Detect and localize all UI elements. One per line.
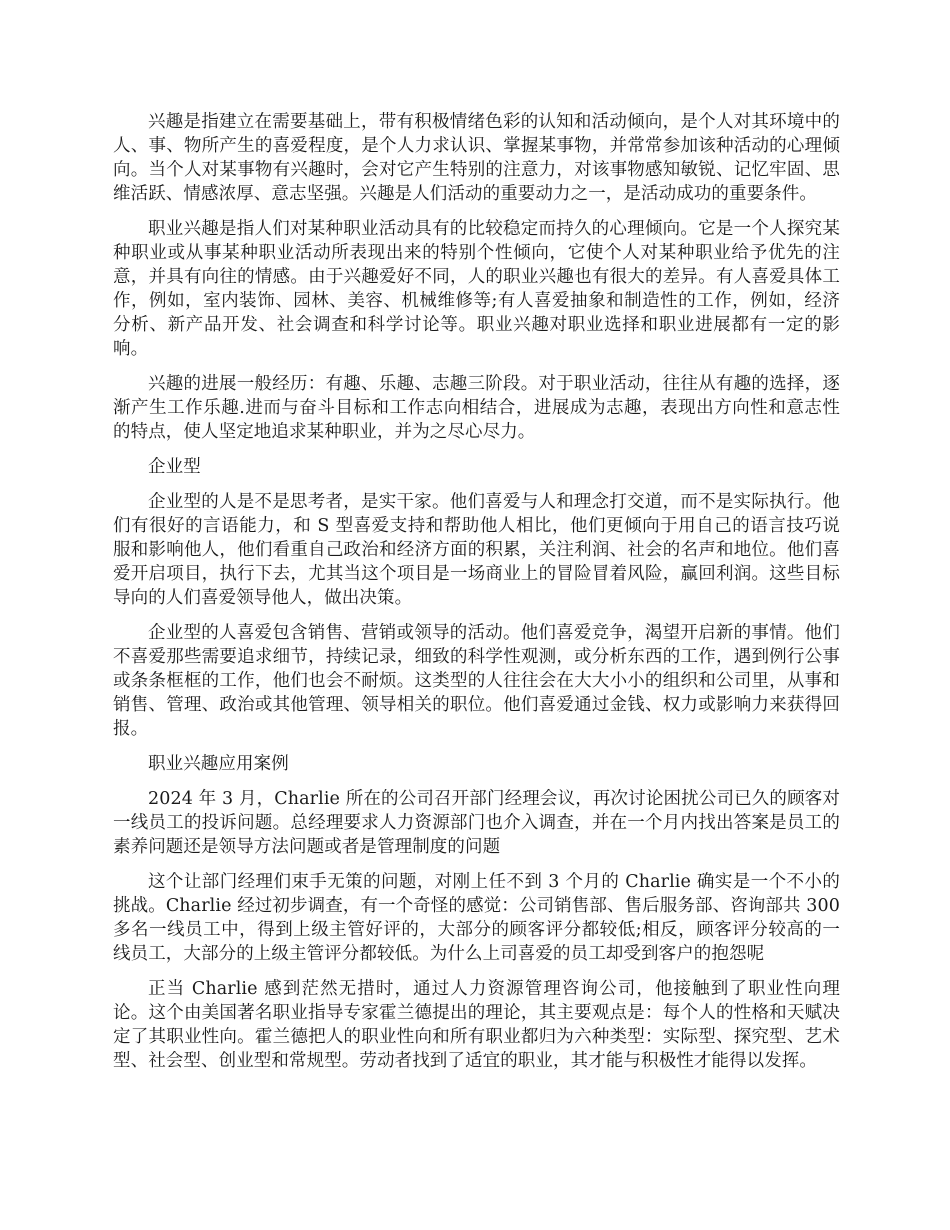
paragraph-enterprising-activities: 企业型的人喜爱包含销售、营销或领导的活动。他们喜爱竞争，渴望开启新的事情。他们不喜爱那些需要追求细节，持续记录，细致的科学性观测，或分析东西的工作，遇到例行公事或条条框框的工作，他们也会不耐烦。这类型的人往往会在大大小小的组织和公司里，从事和销售、管理、政治或其他管理、领导相关的职位。他们喜爱通过金钱、权力或影响力来获得回报。 — [113, 623, 840, 739]
paragraph-case-holland-theory: 正当 Charlie 感到茫然无措时，通过人力资源管理咨询公司，他接触到了职业性向理论。这个由美国著名职业指导专家霍兰德提出的理论，其主要观点是：每个人的性格和天赋决定了其职业性向。霍兰德把人的职业性向和所有职业都归为六种类型：实际型、探究型、艺术型、社会型、创业型和常规型。劳动者找到了适宜的职业，其才能与积极性才能得以发挥。 — [113, 979, 840, 1071]
paragraph-case-challenge: 这个让部门经理们束手无策的问题，对刚上任不到 3 个月的 Charlie 确实是一个不小的挑战。Charlie 经过初步调查，有一个奇怪的感觉：公司销售部、售后服务部、咨询部共 300 多名一线员工中，得到上级主管好评的，大部分的顾客评分都较低;相反，顾客评分较高的一线员工，大部分的上级主管评分都较低。为什么上司喜爱的员工却受到客户的抱怨呢 — [113, 872, 840, 964]
document-body — [113, 110, 840, 1084]
paragraph-enterprising-traits: 企业型的人是不是思考者，是实干家。他们喜爱与人和理念打交道，而不是实际执行。他们有很好的言语能力，和 S 型喜爱支持和帮助他人相比，他们更倾向于用自己的语言技巧说服和影响他人，他们看重自己政治和经济方面的积累，关注利润、社会的名声和地位。他们喜爱开启项目，执行下去，尤其当这个项目是一场商业上的冒险冒着风险，赢回利润。这些目标导向的人们喜爱领导他人，做出决策。 — [113, 492, 840, 608]
paragraph-interest-definition: 兴趣是指建立在需要基础上，带有积极情绪色彩的认知和活动倾向，是个人对其环境中的人、事、物所产生的喜爱程度，是个人力求认识、掌握某事物，并常常参加该种活动的心理倾向。当个人对某事物有兴趣时，会对它产生特别的注意力，对该事物感知敏锐、记忆牢固、思维活跃、情感浓厚、意志坚强。兴趣是人们活动的重要动力之一，是活动成功的重要条件。 — [113, 112, 840, 204]
section-heading-case-study: 职业兴趣应用案例 — [148, 754, 289, 774]
section-heading-enterprising: 企业型 — [148, 457, 201, 477]
paragraph-career-interest: 职业兴趣是指人们对某种职业活动具有的比较稳定而持久的心理倾向。它是一个人探究某种职业或从事某种职业活动所表现出来的特别个性倾向，它使个人对某种职业给予优先的注意，并具有向往的情感。由于兴趣爱好不同，人的职业兴趣也有很大的差异。有人喜爱具体工作，例如，室内装饰、园林、美容、机械维修等;有人喜爱抽象和制造性的工作，例如，经济分析、新产品开发、社会调查和科学讨论等。职业兴趣对职业选择和职业进展都有一定的影响。 — [113, 219, 840, 359]
paragraph-interest-stages: 兴趣的进展一般经历：有趣、乐趣、志趣三阶段。对于职业活动，往往从有趣的选择，逐渐产生工作乐趣.进而与奋斗目标和工作志向相结合，进展成为志趣，表现出方向性和意志性的特点，使人坚定地追求某种职业，并为之尽心尽力。 — [113, 374, 840, 442]
paragraph-case-meeting: 2024 年 3 月，Charlie 所在的公司召开部门经理会议，再次讨论困扰公司已久的顾客对一线员工的投诉问题。总经理要求人力资源部门也介入调查，并在一个月内找出答案是员工的素养问题还是领导方法问题或者是管理制度的问题 — [113, 789, 840, 857]
